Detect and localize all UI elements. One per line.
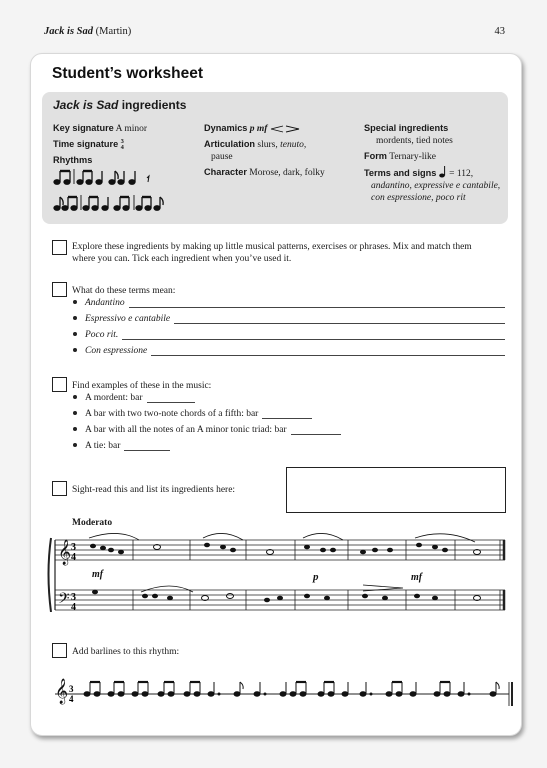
quarter-note-icon [439, 166, 447, 178]
composer: (Martin) [95, 26, 132, 37]
list-item [73, 441, 170, 451]
svg-text:4: 4 [69, 694, 74, 704]
term-andantino: Andantino [85, 298, 125, 308]
character-label: Character [204, 167, 247, 177]
worksheet-card [30, 53, 522, 736]
task-1-text: Explore these ingredients by making up little musical patterns, exercises or phrases. Mix and match them where you can. Tick each ingredient when you’ve used it. [72, 242, 472, 264]
hairpin-icon [270, 125, 300, 133]
task-1-checkbox[interactable] [52, 240, 67, 255]
time-signature-value: 3 4 [120, 138, 124, 151]
svg-text:4: 4 [71, 602, 76, 612]
example-tonic-triad: A bar with all the notes of an A minor tonic triad: bar [85, 425, 287, 435]
tempo-marking: Moderato [72, 518, 113, 528]
dynamics-value: p mf [249, 124, 268, 134]
answer-line[interactable] [124, 450, 170, 451]
task-5-prompt: Add barlines to this rhythm: [72, 647, 180, 657]
svg-text:4: 4 [71, 552, 76, 563]
key-signature-label: Key signature [53, 123, 114, 133]
term-poco-rit: Poco rit. [85, 330, 119, 340]
ingredients-answer-box[interactable] [286, 467, 506, 513]
answer-line[interactable] [174, 323, 505, 324]
svg-text:𝄞: 𝄞 [55, 679, 69, 704]
example-mordent: A mordent: bar [85, 393, 143, 403]
task-3-checkbox[interactable] [52, 377, 67, 392]
list-item [73, 346, 505, 356]
ingredients-col-1 [53, 122, 203, 170]
list-item [73, 330, 505, 340]
svg-text:𝄢: 𝄢 [58, 590, 70, 611]
list-item [73, 314, 505, 324]
special-label: Special ingredients [364, 123, 449, 133]
articulation-tenuto: tenuto, [280, 140, 307, 150]
piece-title: Jack is Sad [44, 26, 94, 37]
sight-reading-score [45, 530, 511, 612]
articulation-label: Articulation [204, 139, 256, 149]
time-signature-label: Time signature [53, 139, 119, 149]
page-number: 43 [494, 26, 505, 37]
dynamic-mf-1: mf [92, 569, 104, 580]
rhythms-label: Rhythms [53, 155, 93, 165]
svg-text:𝄞: 𝄞 [58, 540, 72, 565]
articulation-value-2: pause [211, 152, 233, 162]
task-2-checkbox[interactable] [52, 282, 67, 297]
ingredients-col-2 [204, 122, 354, 182]
dynamic-mf-2: mf [411, 572, 423, 583]
example-fifth-chords: A bar with two two-note chords of a fifth: bar [85, 409, 259, 419]
answer-line[interactable] [147, 402, 195, 403]
ingredients-piece-name: Jack is Sad [53, 98, 119, 112]
task-5-checkbox[interactable] [52, 643, 67, 658]
terms-tempo: = 112, [449, 169, 474, 179]
svg-text:3: 3 [71, 592, 76, 603]
list-item [73, 409, 312, 419]
term-espressivo: Espressivo e cantabile [85, 314, 171, 324]
dynamic-p: p [313, 571, 319, 583]
svg-text:3: 3 [69, 684, 74, 694]
answer-line[interactable] [151, 355, 505, 356]
rhythm-patterns [53, 168, 213, 218]
articulation-value: slurs, [257, 140, 281, 150]
ingredients-box [42, 92, 508, 224]
character-value: Morose, dark, folky [249, 168, 325, 178]
task-4-checkbox[interactable] [52, 481, 67, 496]
ingredients-suffix: ingredients [118, 98, 187, 112]
terms-label: Terms and signs [364, 168, 437, 178]
list-item [73, 425, 341, 435]
answer-line[interactable] [291, 434, 341, 435]
task-4-prompt: Sight-read this and list its ingredients here: [72, 485, 236, 495]
form-value: Ternary-like [389, 152, 436, 162]
terms-value: andantino, expressive e cantabile, con espressione, poco rit [371, 181, 501, 203]
example-tie: A tie: bar [85, 441, 121, 451]
worksheet-title: Student’s worksheet [52, 65, 204, 82]
list-item [73, 298, 505, 308]
list-item [73, 393, 195, 403]
answer-line[interactable] [122, 339, 505, 340]
special-value: mordents, tied notes [376, 136, 453, 146]
task-2-prompt: What do these terms mean: [72, 286, 176, 296]
answer-line[interactable] [129, 307, 505, 308]
ingredients-col-3 [364, 122, 504, 207]
running-head [44, 26, 131, 37]
svg-text:3: 3 [71, 542, 76, 553]
task-3-prompt: Find examples of these in the music: [72, 381, 212, 391]
barline-rhythm-exercise[interactable] [51, 674, 513, 710]
form-label: Form [364, 151, 387, 161]
ingredients-title [53, 98, 186, 112]
answer-line[interactable] [262, 418, 312, 419]
dynamics-label: Dynamics [204, 123, 248, 133]
term-con-espressione: Con espressione [85, 346, 148, 356]
key-signature-value: A minor [115, 124, 148, 134]
